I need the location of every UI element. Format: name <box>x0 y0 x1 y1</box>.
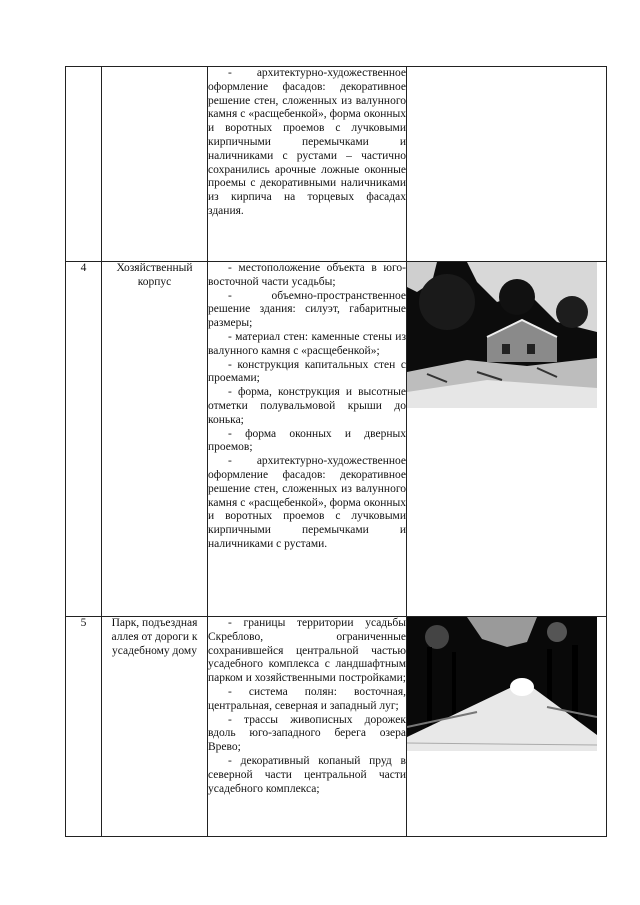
feature-item: - система полян: восточная, центральная, северная и западный луг; <box>208 685 406 712</box>
feature-item: - архитектурно-художественное оформление фасадов: декоративное решение стен, сложенных из валунного камня с «расщебенкой», форма оконных и воротных проемов с лучковыми кирпичными перемычками и наличниками с рустами. <box>208 455 406 550</box>
row-number: 4 <box>66 262 102 617</box>
object-features <box>208 617 407 837</box>
feature-item: - форма, конструкция и высотные отметки полувальмовой крыши до конька; <box>208 386 406 426</box>
table-row <box>66 67 607 262</box>
photo-cell <box>407 67 607 262</box>
feature-item: - объемно-пространственное решение здания: силуэт, габаритные размеры; <box>208 289 406 330</box>
object-name: Парк, подъездная аллея от дороги к усадебному дому <box>102 617 208 837</box>
feature-item: - декоративный копаный пруд в северной части центральной части усадебного комплекса; <box>208 754 406 795</box>
feature-item: - форма оконных и дверных проемов; <box>208 427 406 454</box>
photo-cell <box>407 262 607 617</box>
object-name <box>102 67 208 262</box>
object-features <box>208 67 407 262</box>
object-name: Хозяйственный корпус <box>102 262 208 617</box>
row-number: 5 <box>66 617 102 837</box>
table-row <box>66 262 607 617</box>
photo-cell <box>407 617 607 837</box>
feature-item: - границы территории усадьбы Скреблово, ограниченные сохранившейся центральной частью усадебного комплекса с ландшафтным парком и хозяйственными постройками; <box>208 617 406 685</box>
building-photo <box>407 262 597 408</box>
feature-item: - конструкция капитальных стен с проемами; <box>208 358 406 385</box>
objects-table <box>65 66 607 837</box>
alley-photo <box>407 617 597 751</box>
row-number <box>66 67 102 262</box>
feature-item: - трассы живописных дорожек вдоль юго-западного берега озера Врево; <box>208 713 406 754</box>
feature-item: - местоположение объекта в юго-восточной части усадьбы; <box>208 262 406 288</box>
table-row <box>66 617 607 837</box>
feature-item: - материал стен: каменные стены из валунного камня с «расщебенкой»; <box>208 330 406 357</box>
object-features <box>208 262 407 617</box>
feature-item: - архитектурно-художественное оформление фасадов: декоративное решение стен, сложенных из валунного камня с «расщебенкой», форма оконных и воротных проемов с лучковыми кирпичными перемычками и наличниками с рустами – частично сохранились арочные ложные оконные проемы с декоративными наличниками из кирпича на торцевых фасадах здания. <box>208 67 406 217</box>
